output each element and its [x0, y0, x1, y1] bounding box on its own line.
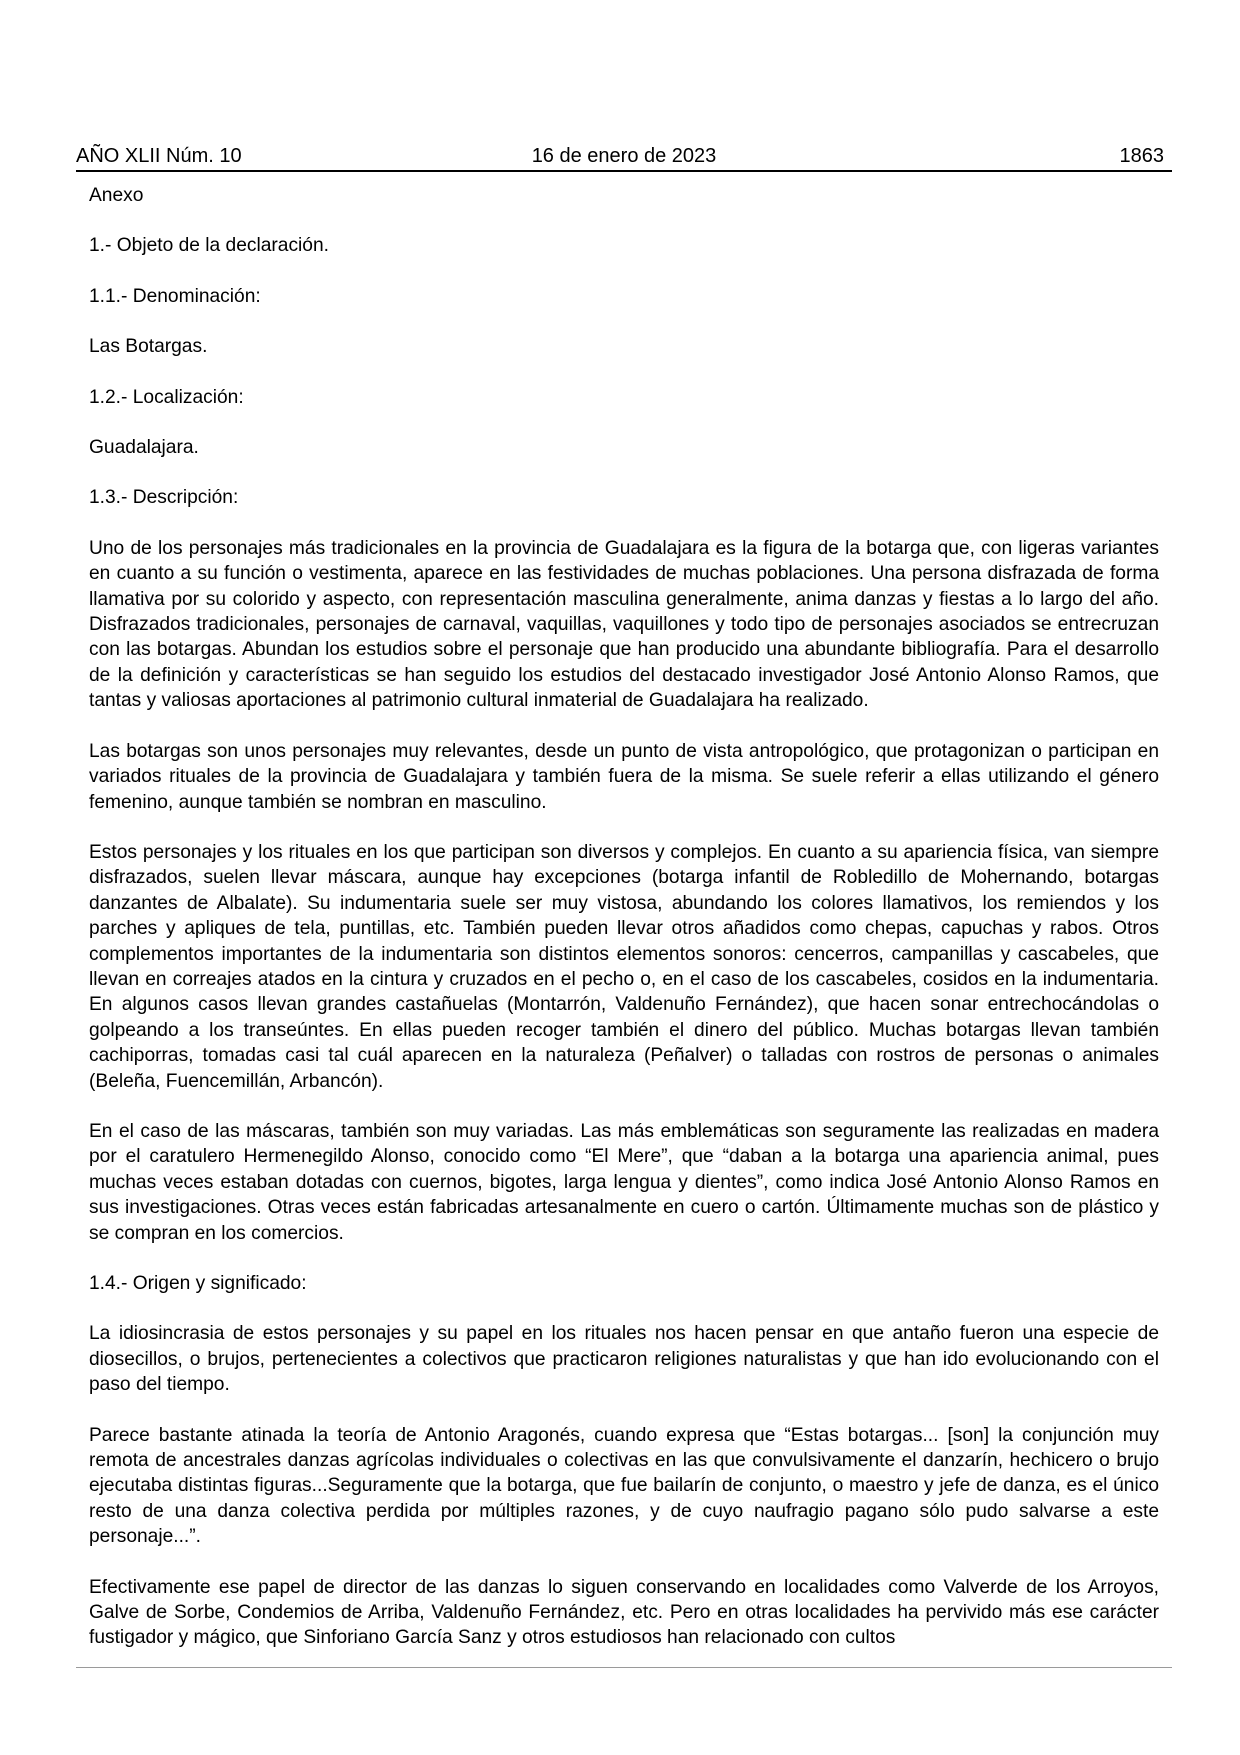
paragraph: Parece bastante atinada la teoría de Antonio Aragonés, cuando expresa que “Estas botargas... [son] la conjunción muy remota de ancestrales danzas agrícolas individuales o colectivas en las que convulsivamente el danzarín, hechicero o brujo ejecutaba distintas figuras...Seguramente que la botarga, que fue bailarín de conjunto, o maestro y jefe de danza, es el único resto de una danza colectiva perdida por múltiples razones, y de cuyo naufragio pagano sólo pudo salvarse a este personaje...”. [89, 1424, 1159, 1548]
header-divider [76, 170, 1172, 172]
page-header [76, 143, 1172, 171]
denominacion-value: Las Botargas. [89, 336, 208, 358]
paragraph: Estos personajes y los rituales en los que participan son diversos y complejos. En cuanto a su apariencia física, van siempre disfrazados, suelen llevar máscara, aunque hay excepciones (botarga infantil de Robledillo de Mohernando, botargas danzantes de Albalate). Su indumentaria suele ser muy vistosa, abundando los colores llamativos, los remiendos y los parches y apliques de tela, puntillas, etc. También pueden llevar otros añadidos como chepas, capuchas y rabos. Otros complementos importantes de la indumentaria son distintos elementos sonoros: cencerros, campanillas y cascabeles, que llevan en correajes atados en la cintura y cruzados en el pecho o, en el caso de los cascabeles, cosidos en la indumentaria. En algunos casos llevan grandes castañuelas (Montarrón, Valdenuño Fernández), que hacen sonar entrechocándolas o golpeando a los transeúntes. En ellas pueden recoger también el dinero del público. Muchas botargas llevan también cachiporras, tomadas casi tal cuál aparecen en la naturaleza (Peñalver) o talladas con rostros de personas o animales (Beleña, Fuencemillán, Arbancón). [89, 841, 1159, 1092]
localizacion-value: Guadalajara. [89, 437, 199, 459]
issue-number: AÑO XLII Núm. 10 [76, 145, 242, 167]
paragraph: En el caso de las máscaras, también son muy variadas. Las más emblemáticas son seguramente las realizadas en madera por el caratulero Hermenegildo Alonso, conocido como “El Mere”, que “daban a la botarga una apariencia animal, pues muchas veces estaban dotadas con cuernos, bigotes, larga lengua y dientes”, como indica José Antonio Alonso Ramos en sus investigaciones. Otras veces están fabricadas artesanalmente en cuero o cartón. Últimamente muchas son de plástico y se compran en los comercios. [89, 1120, 1159, 1244]
publication-date: 16 de enero de 2023 [531, 145, 717, 167]
paragraph: Uno de los personajes más tradicionales en la provincia de Guadalajara es la figura de la botarga que, con ligeras variantes en cuanto a su función o vestimenta, aparece en las festividades de muchas poblaciones. Una persona disfrazada de forma llamativa por su colorido y aspecto, con representación masculina generalmente, anima danzas y fiestas a lo largo del año. Disfrazados tradicionales, personajes de carnaval, vaquillas, vaquillones y todo tipo de personajes asociados se entrecruzan con las botargas. Abundan los estudios sobre el personaje que han producido una abundante bibliografía. Para el desarrollo de la definición y características se han seguido los estudios del destacado investigador José Antonio Alonso Ramos, que tantas y valiosas aportaciones al patrimonio cultural inmaterial de Guadalajara ha realizado. [89, 537, 1159, 712]
annex-title: Anexo [89, 185, 144, 206]
document-body [89, 183, 1159, 1651]
section-heading-1-3: 1.3.- Descripción: [89, 487, 239, 509]
paragraph: Las botargas son unos personajes muy relevantes, desde un punto de vista antropológico, que protagonizan o participan en variados rituales de la provincia de Guadalajara y también fuera de la misma. Se suele referir a ellas utilizando el género femenino, aunque también se nombran en masculino. [89, 740, 1159, 813]
section-heading-1: 1.- Objeto de la declaración. [89, 235, 329, 257]
paragraph: La idiosincrasia de estos personajes y su papel en los rituales nos hacen pensar en que antaño fueron una especie de diosecillos, o brujos, pertenecientes a colectivos que practicaron religiones naturalistas y que han ido evolucionando con el paso del tiempo. [89, 1323, 1159, 1396]
section-heading-1-2: 1.2.- Localización: [89, 386, 244, 408]
paragraph: Efectivamente ese papel de director de las danzas lo siguen conservando en localidades como Valverde de los Arroyos, Galve de Sorbe, Condemios de Arriba, Valdenuño Fernández, etc. Pero en otras localidades ha pervivido más ese carácter fustigador y mágico, que Sinforiano García Sanz y otros estudiosos han relacionado con cultos [89, 1576, 1159, 1649]
section-heading-1-4: 1.4.- Origen y significado: [89, 1273, 307, 1294]
page-number: 1863 [1119, 145, 1164, 167]
section-heading-1-1: 1.1.- Denominación: [89, 285, 261, 307]
footer-divider [76, 1667, 1172, 1668]
